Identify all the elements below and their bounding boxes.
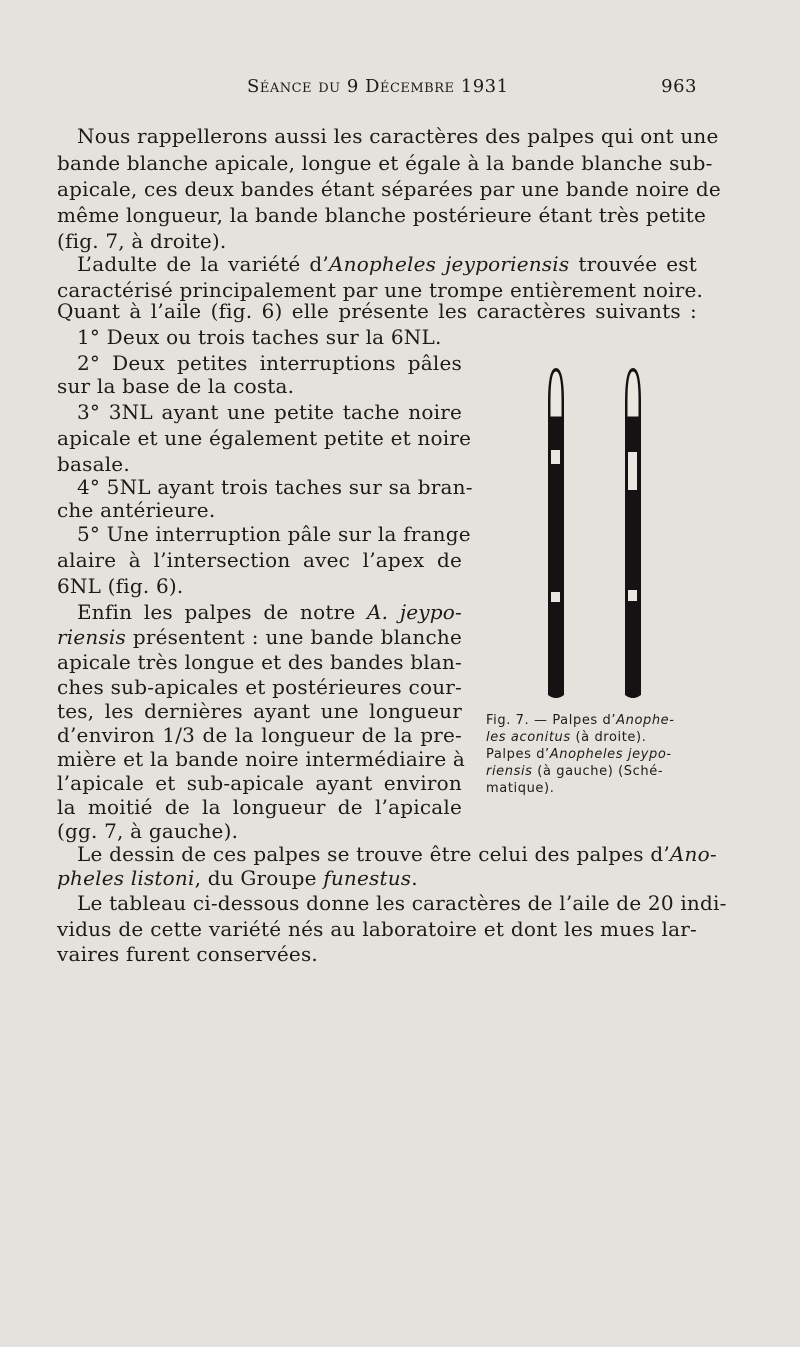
text-line: l’apicale et sub-apicale ayant environ [57,771,462,795]
text-line: sur la base de la costa. [57,374,295,398]
text-line: Quant à l’aile (fig. 6) elle présente les caractères suivants : [57,299,697,323]
text-line: mière et la bande noire intermédiaire à [57,747,466,771]
caption-line: matique). [486,781,555,796]
list-item: 1° Deux ou trois taches sur la 6NL. [77,325,442,349]
text-line: pheles listoni, du Groupe funestus. [57,866,418,890]
right-palp-illustration [625,368,641,698]
text-line: même longueur, la bande blanche postérieure étant très petite [57,203,706,227]
text-line: vidus de cette variété nés au laboratoire et dont les mues lar- [57,917,697,941]
text-line: Nous rappellerons aussi les caractères des palpes qui ont une [77,124,719,148]
text-line: vaires furent conservées. [57,942,318,966]
left-palp-illustration [548,368,564,698]
text-line: Enfin les palpes de notre A. jeypo- [77,600,462,624]
text-line: (fig. 7, à droite). [57,229,227,253]
list-item: 5° Une interruption pâle sur la frange [77,522,471,546]
caption-line: riensis (à gauche) (Sché- [486,764,664,779]
caption-line: les aconitus (à droite). [486,730,647,745]
text-line: basale. [57,452,130,476]
running-title: Séance du 9 Décembre 1931 [247,76,509,97]
text-line: apicale et une également petite et noire [57,426,472,450]
text-line: bande blanche apicale, longue et égale à la bande blanche sub- [57,151,713,175]
text-line: (gg. 7, à gauche). [57,819,239,843]
list-item: 2° Deux petites interruptions pâles [77,351,462,375]
text-line: Le tableau ci-dessous donne les caractères de l’aile de 20 indi- [77,891,727,915]
caption-line: Palpes d’Anopheles jeypo- [486,747,672,762]
list-item: 3° 3NL ayant une petite tache noire [77,400,462,424]
text-line: riensis présentent : une bande blanche [57,625,462,649]
page-number: 963 [661,76,697,97]
text-line: caractérisé principalement par une trompe entièrement noire. [57,278,704,302]
text-line: la moitié de la longueur de l’apicale [57,795,462,819]
text-line: alaire à l’intersection avec l’apex de [57,548,462,572]
palp-figure [535,365,665,705]
text-line: Le dessin de ces palpes se trouve être celui des palpes d’Ano- [77,842,717,866]
text-line: apicale très longue et des bandes blan- [57,650,463,674]
list-item: 4° 5NL ayant trois taches sur sa bran- [77,475,473,499]
figure-caption [486,712,700,797]
text-line: ches sub-apicales et postérieures cour- [57,675,462,699]
text-line: L’adulte de la variété d’Anopheles jeyporiensis trouvée est [77,252,697,276]
text-line: che antérieure. [57,498,216,522]
text-line: 6NL (fig. 6). [57,574,184,598]
text-line: apicale, ces deux bandes étant séparées par une bande noire de [57,177,721,201]
running-header [57,76,697,104]
text-line: tes, les dernières ayant une longueur [57,699,462,723]
caption-line: Fig. 7. — Palpes d’Anophe- [486,713,675,728]
text-line: d’environ 1/3 de la longueur de la pre- [57,723,462,747]
